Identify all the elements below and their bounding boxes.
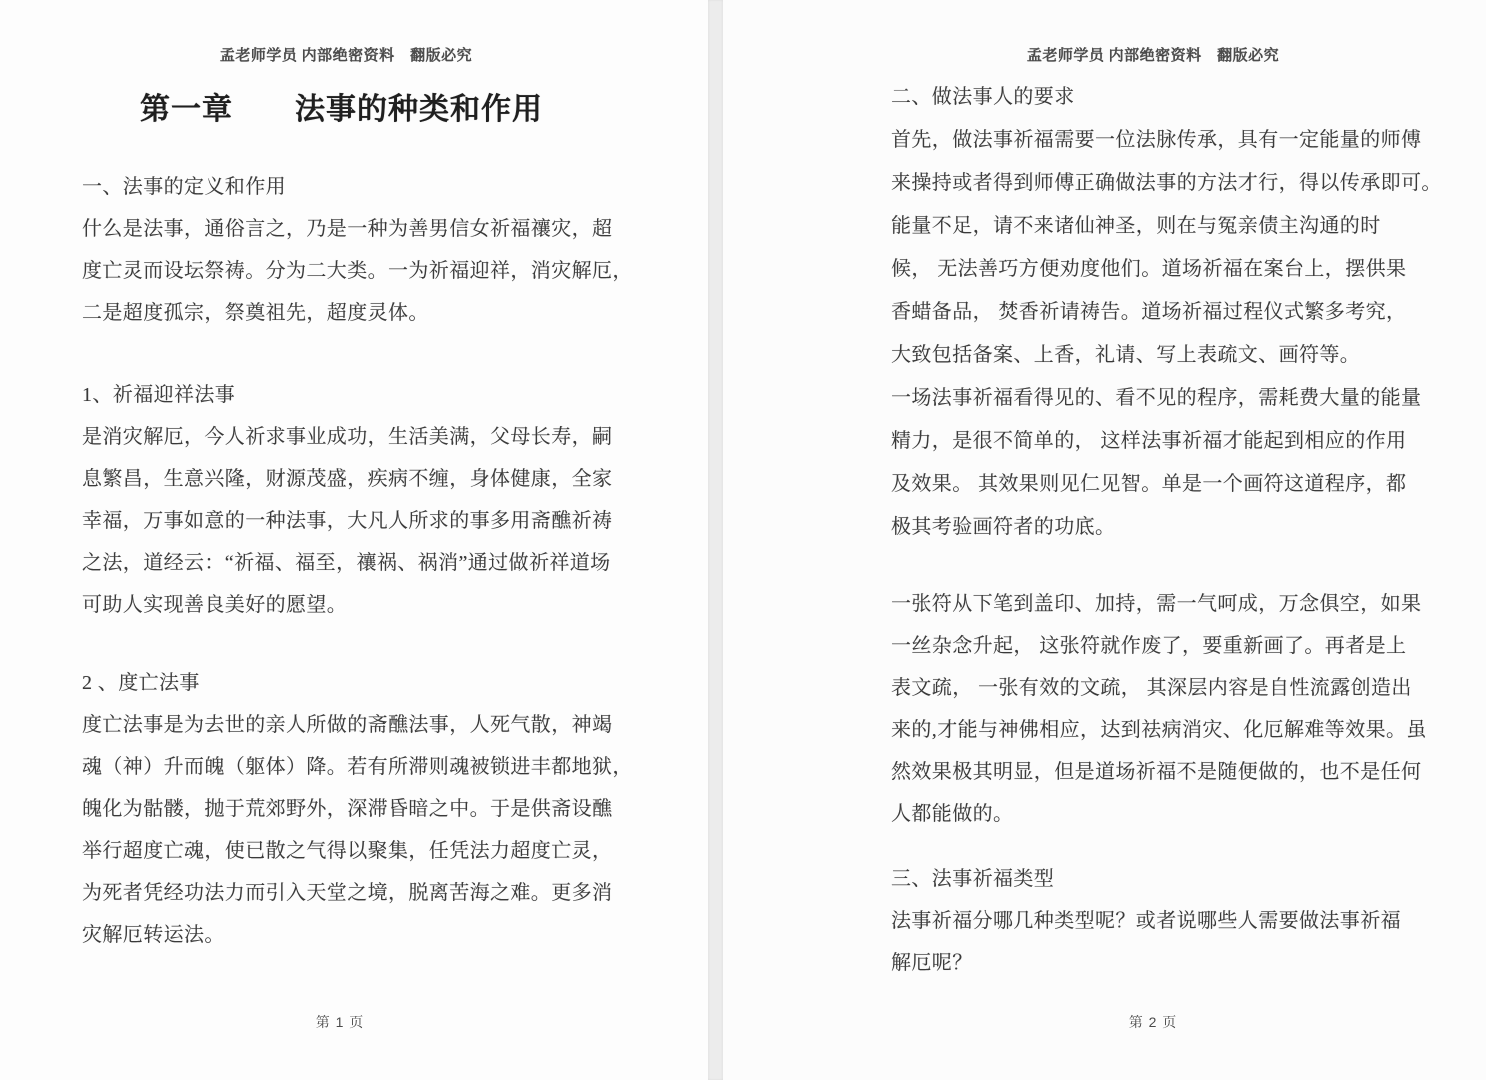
section-3-blessing-types-paragraph [891, 858, 1426, 984]
text-line: 来的,才能与神佛相应，达到祛病消灾、化厄解难等效果。虽 [891, 719, 1427, 741]
text-line: 一张符从下笔到盖印、加持，需一气呵成，万念俱空，如果 [891, 593, 1422, 615]
text-line: 是消灾解厄，今人祈求事业成功，生活美满，父母长寿，嗣 [82, 426, 613, 448]
page-1-confidential-header: 孟老师学员 内部绝密资料 翻版必究 [219, 48, 473, 64]
talisman-and-memorial-paragraph [891, 583, 1426, 835]
text-line: 能量不足，请不来诸仙神圣，则在与冤亲债主沟通的时 [891, 215, 1381, 237]
text-line: 表文疏， 一张有效的文疏， 其深层内容是自性流露创造出 [891, 677, 1412, 699]
text-line: 人都能做的。 [891, 803, 1014, 825]
page-1 [0, 0, 708, 1080]
text-line: 来操持或者得到师傅正确做法事的方法才行，得以传承即可。 [891, 172, 1442, 194]
text-line: 度亡灵而设坛祭祷。分为二大类。一为祈福迎祥，消灾解厄， [82, 260, 633, 282]
text-line: 什么是法事，通俗言之，乃是一种为善男信女祈福禳灾，超 [82, 218, 613, 240]
page-2-number: 第 2 页 [1128, 1014, 1178, 1030]
text-line: 三、法事祈福类型 [891, 868, 1055, 890]
text-line: 魄化为骷髅，抛于荒郊野外，深滞昏暗之中。于是供斋设醮 [82, 798, 613, 820]
text-line: 候， 无法善巧方便劝度他们。道场祈福在案台上，摆供果 [891, 258, 1407, 280]
text-line: 幸福，万事如意的一种法事，大凡人所求的事多用斋醮祈祷 [82, 510, 613, 532]
text-line: 举行超度亡魂，使已散之气得以聚集，任凭法力超度亡灵， [82, 840, 613, 862]
text-line: 息繁昌，生意兴隆，财源茂盛，疾病不缠，身体健康，全家 [82, 468, 613, 490]
chapter-title: 第一章 法事的种类和作用 [140, 93, 543, 126]
text-line: 2 、度亡法事 [82, 672, 200, 694]
subsection-2-deliverance-rites-paragraph [82, 662, 633, 956]
text-line: 魂（神）升而魄（躯体）降。若有所滞则魂被锁进丰都地狱， [82, 756, 633, 778]
section-2-practitioner-requirements-paragraph [891, 76, 1442, 549]
text-line: 为死者凭经功法力而引入天堂之境，脱离苦海之难。更多消 [82, 882, 613, 904]
page-2 [723, 0, 1486, 1080]
text-line: 度亡法事是为去世的亲人所做的斋醮法事，人死气散，神竭 [82, 714, 613, 736]
text-line: 大致包括备案、上香，礼请、写上表疏文、画符等。 [891, 344, 1361, 366]
text-line: 灾解厄转运法。 [82, 924, 225, 946]
subsection-1-blessing-rites-paragraph [82, 374, 627, 626]
text-line: 解厄呢？ [891, 952, 973, 974]
section-1-definition-paragraph [82, 166, 633, 334]
page-divider [708, 0, 723, 1080]
text-line: 香蜡备品， 焚香祈请祷告。道场祈福过程仪式繁多考究， [891, 301, 1407, 323]
text-line: 及效果。 其效果则见仁见智。单是一个画符这道程序，都 [891, 473, 1407, 495]
text-line: 二、做法事人的要求 [891, 86, 1075, 108]
text-line: 之法，道经云：“祈福、福至，禳祸、祸消”通过做祈祥道场 [82, 552, 611, 574]
text-line: 1、祈福迎祥法事 [82, 384, 236, 406]
text-line: 可助人实现善良美好的愿望。 [82, 594, 348, 616]
text-line: 一丝杂念升起， 这张符就作废了，要重新画了。再者是上 [891, 635, 1407, 657]
page-1-number: 第 1 页 [315, 1014, 365, 1030]
text-line: 一场法事祈福看得见的、看不见的程序，需耗费大量的能量 [891, 387, 1422, 409]
page-2-confidential-header: 孟老师学员 内部绝密资料 翻版必究 [1026, 48, 1280, 64]
text-line: 二是超度孤宗，祭奠祖先，超度灵体。 [82, 302, 429, 324]
text-line: 法事祈福分哪几种类型呢？或者说哪些人需要做法事祈福 [891, 910, 1401, 932]
text-line: 一、法事的定义和作用 [82, 176, 286, 198]
text-line: 精力，是很不简单的， 这样法事祈福才能起到相应的作用 [891, 430, 1407, 452]
text-line: 然效果极其明显，但是道场祈福不是随便做的，也不是任何 [891, 761, 1422, 783]
text-line: 首先，做法事祈福需要一位法脉传承，具有一定能量的师傅 [891, 129, 1422, 151]
text-line: 极其考验画符者的功底。 [891, 516, 1116, 538]
